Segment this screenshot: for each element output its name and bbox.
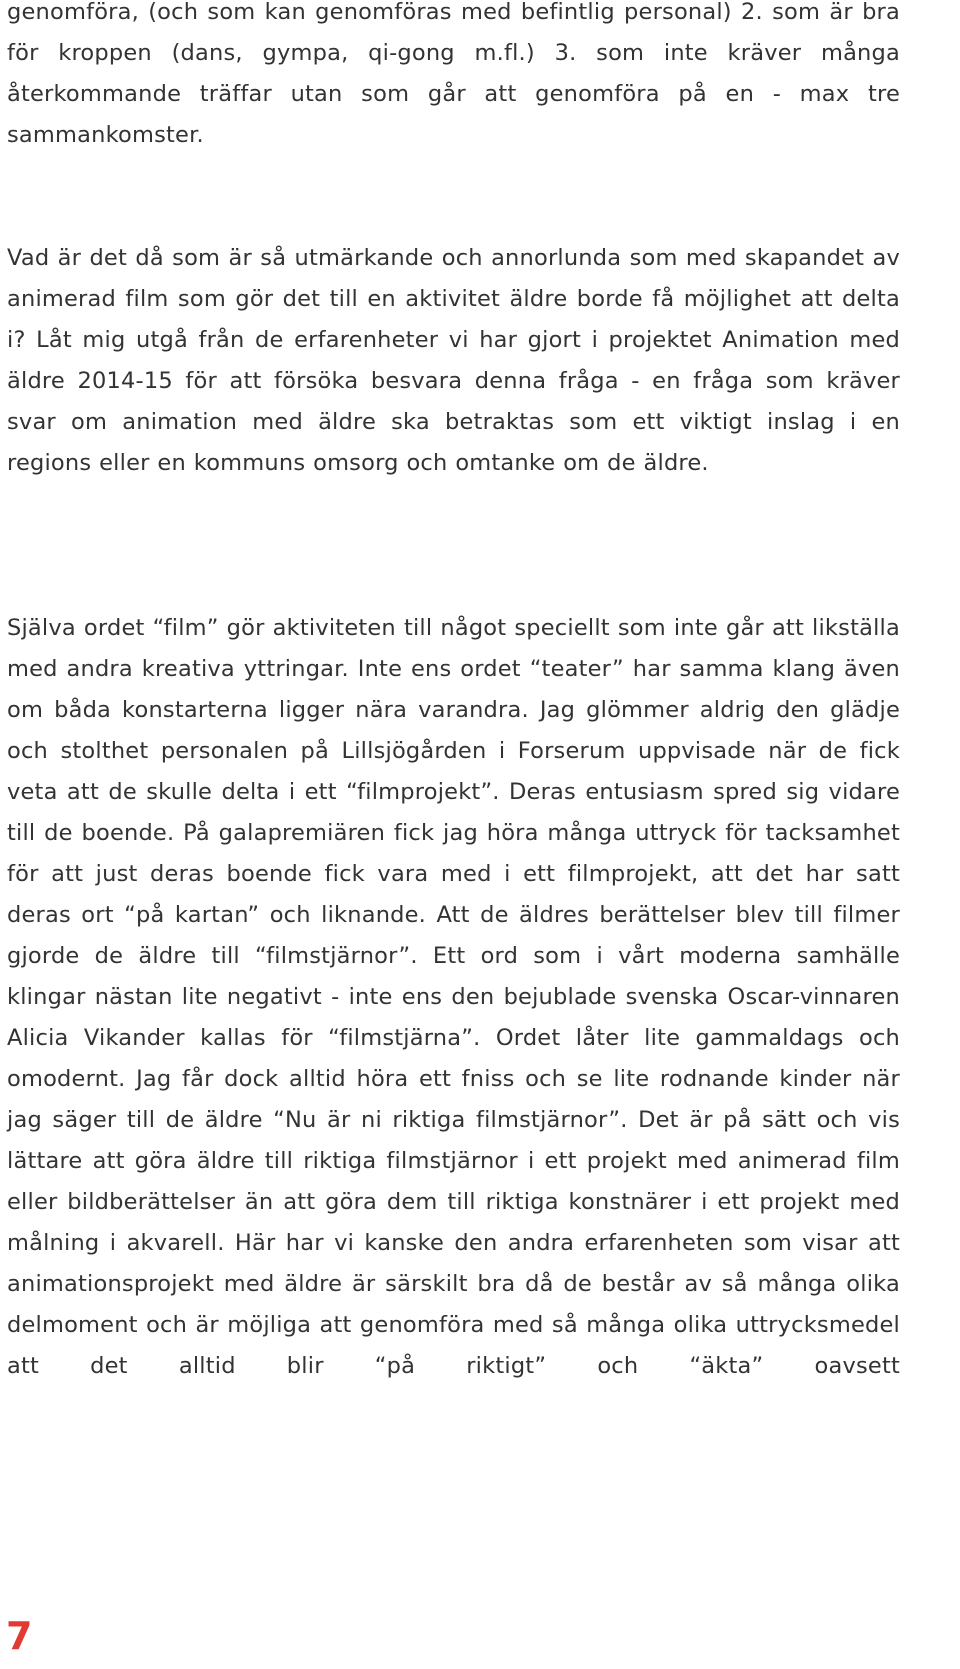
paragraph-1: genomföra, (och som kan genomföras med befintlig personal) 2. som är bra för kroppen (dans, gympa, qi-gong m.fl.) 3. som inte kräver många återkommande träffar utan som går att genomföra på en - max tre sammankomster. <box>7 0 900 148</box>
paragraph-3: Själva ordet “film” gör aktiviteten till något speciellt som inte går att likställa med andra kreativa yttringar. Inte ens ordet “teater” har samma klang även om båda konstarterna ligger nära varandra. Jag glömmer aldrig den glädje och stolthet personalen på Lillsjögården i Forserum uppvisade när de fick veta att de skulle delta i ett “filmprojekt”. Deras entusiasm spred sig vidare till de boende. På galapremiären fick jag höra många uttryck för tacksamhet för att just deras boende fick vara med i ett filmprojekt, att det har satt deras ort “på kartan” och liknande. Att de äldres berättelser blev till filmer gjorde de äldre till “filmstjärnor”. Ett ord som i vårt moderna samhälle klingar nästan lite negativt - inte ens den bejublade svenska Oscar-vinnaren Alicia Vikander kallas för “filmstjärna”. Ordet låter lite gammaldags och omodernt. Jag får dock alltid höra ett fniss och se lite rodnande kinder när jag säger till de äldre “Nu är ni riktiga filmstjärnor”. Det är på sätt och vis lättare att göra äldre till riktiga filmstjärnor i ett projekt med animerad film eller bildberättelser än att göra dem till riktiga konstnärer i ett projekt med målning i akvarell. Här har vi kanske den andra erfarenheten som visar att animationsprojekt med äldre är särskilt bra då de består av så många olika delmoment och är möjliga att genomföra med så många olika uttrycksmedel att det alltid blir “på riktigt” och “äkta” oavsett <box>7 615 900 1379</box>
page-number: 7 <box>6 1614 33 1658</box>
paragraph-2: Vad är det då som är så utmärkande och annorlunda som med skapandet av animerad film som gör det till en aktivitet äldre borde få möjlighet att delta i? Låt mig utgå från de erfarenheter vi har gjort i projektet Animation med äldre 2014-15 för att försöka besvara denna fråga - en fråga som kräver svar om animation med äldre ska betraktas som ett viktigt inslag i en regions eller en kommuns omsorg och omtanke om de äldre. <box>7 245 900 476</box>
